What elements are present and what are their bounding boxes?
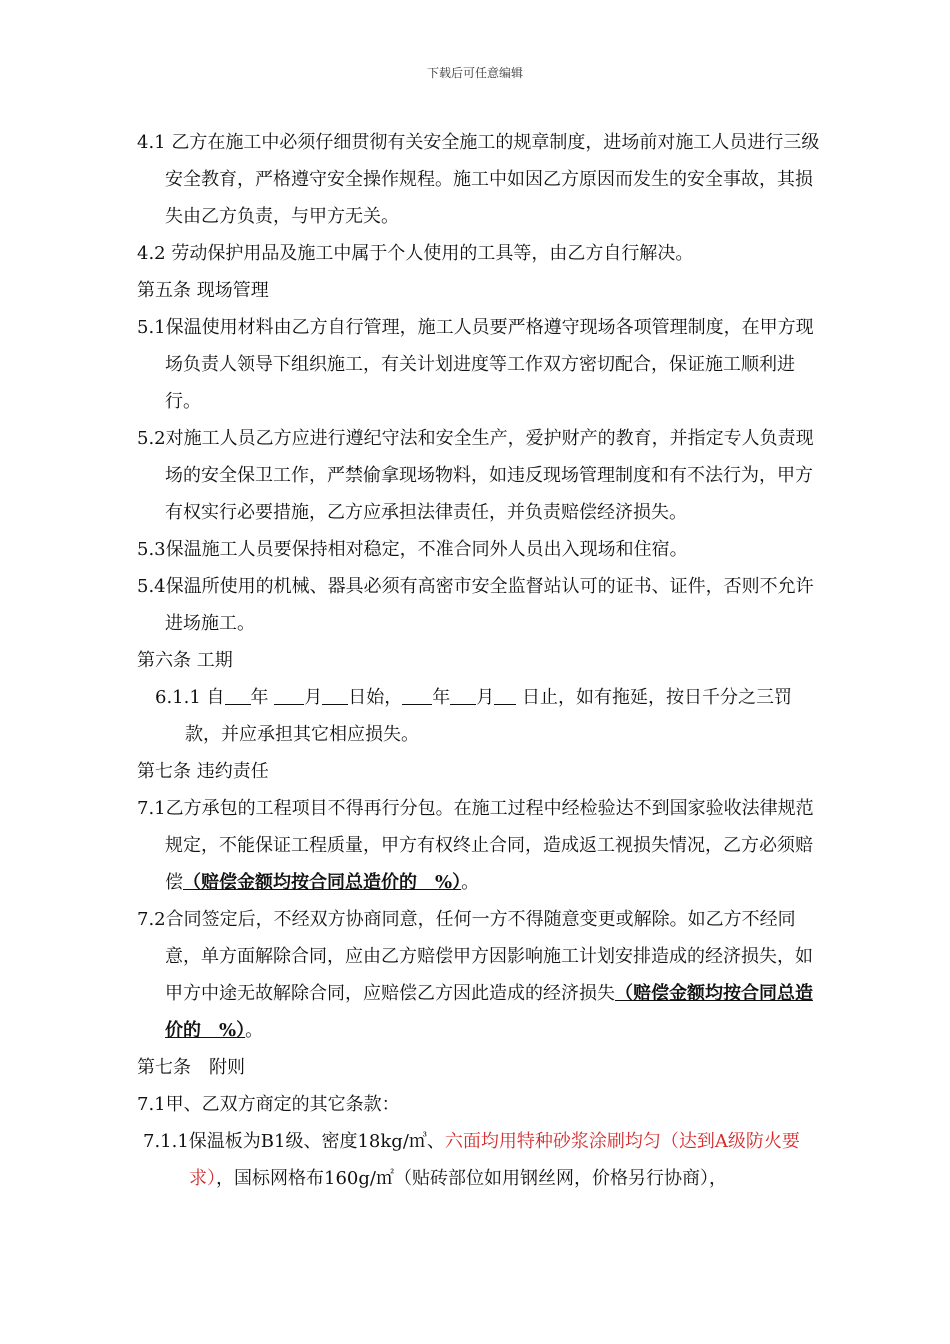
blank-year-1[interactable] xyxy=(225,686,251,705)
article-5-heading: 第五条 现场管理 xyxy=(137,280,269,301)
clause-5-1: 5.1保温使用材料由乙方自行管理，施工人员要严格遵守现场各项管理制度，在甲方现场负责人领导下组织施工，有关计划进度等工作双方密切配合，保证施工顺利进行。 xyxy=(137,317,814,412)
page-header: 下载后可任意编辑 xyxy=(426,66,523,80)
article-supplementary-heading: 第七条 附则 xyxy=(137,1057,245,1078)
clause-4-2: 4.2 劳动保护用品及施工中属于个人使用的工具等，由乙方自行解决。 xyxy=(137,243,694,264)
clause-4-1: 4.1 乙方在施工中必须仔细贯彻有关安全施工的规章制度，进场前对施工人员进行三级安全教育，严格遵守安全操作规程。施工中如因乙方原因而发生的安全事故，其损失由乙方负责，与甲方无关。 xyxy=(137,132,820,227)
clause-5-3: 5.3保温施工人员要保持相对稳定，不准合同外人员出入现场和住宿。 xyxy=(137,539,688,560)
clause-7-1: 7.1乙方承包的工程项目不得再行分包。在施工过程中经检验达不到国家验收法律规范规定，不能保证工程质量，甲方有权终止合同，造成返工视损失情况，乙方必须赔偿（赔偿金额均按合同总造价的 %）。 xyxy=(137,798,814,893)
clause-6-1-1: 6.1.1 自 年 月 日始， 年 月 日止，如有拖延，按日千分之三罚款，并应承担其它相应损失。 xyxy=(155,687,792,745)
clause-5-4: 5.4保温所使用的机械、器具必须有高密市安全监督站认可的证书、证件，否则不允许进场施工。 xyxy=(137,576,814,634)
blank-month-2[interactable] xyxy=(450,686,476,705)
article-6-heading: 第六条 工期 xyxy=(137,650,233,671)
blank-month-1[interactable] xyxy=(274,686,304,705)
clause-7-2: 7.2合同签定后，不经双方协商同意，任何一方不得随意变更或解除。如乙方不经同意，单方面解除合同，应由乙方赔偿甲方因影响施工计划安排造成的经济损失，如甲方中途无故解除合同，应赔偿乙方因此造成的经济损失（赔偿金额均按合同总造价的 %）。 xyxy=(137,909,813,1041)
clause-supplementary-7-1: 7.1甲、乙双方商定的其它条款： xyxy=(137,1094,400,1115)
compensation-rate-text: （赔偿金额均按合同总造价的 %） xyxy=(183,872,462,893)
blank-day-2[interactable] xyxy=(494,686,516,705)
compensation-rate-text: （赔偿金额均按合同总造价的 %） xyxy=(165,983,813,1041)
clause-supplementary-7-1-1: 7.1.1保温板为B1级、密度18kg/㎥、六面均用特种砂浆涂刷均匀（达到A级防火要求），国标网格布160g/㎡（贴砖部位如用钢丝网，价格另行协商）， xyxy=(143,1131,800,1189)
blank-day-1[interactable] xyxy=(322,686,348,705)
blank-year-2[interactable] xyxy=(402,686,432,705)
article-7-heading: 第七条 违约责任 xyxy=(137,761,269,782)
contract-body xyxy=(137,124,827,1197)
clause-5-2: 5.2对施工人员乙方应进行遵纪守法和安全生产，爱护财产的教育，并指定专人负责现场的安全保卫工作，严禁偷拿现场物料，如违反现场管理制度和有不法行为，甲方有权实行必要措施，乙方应承担法律责任，并负责赔偿经济损失。 xyxy=(137,428,814,523)
fireproof-requirement-text: 六面均用特种砂浆涂刷均匀（达到A级防火要求） xyxy=(189,1131,800,1189)
